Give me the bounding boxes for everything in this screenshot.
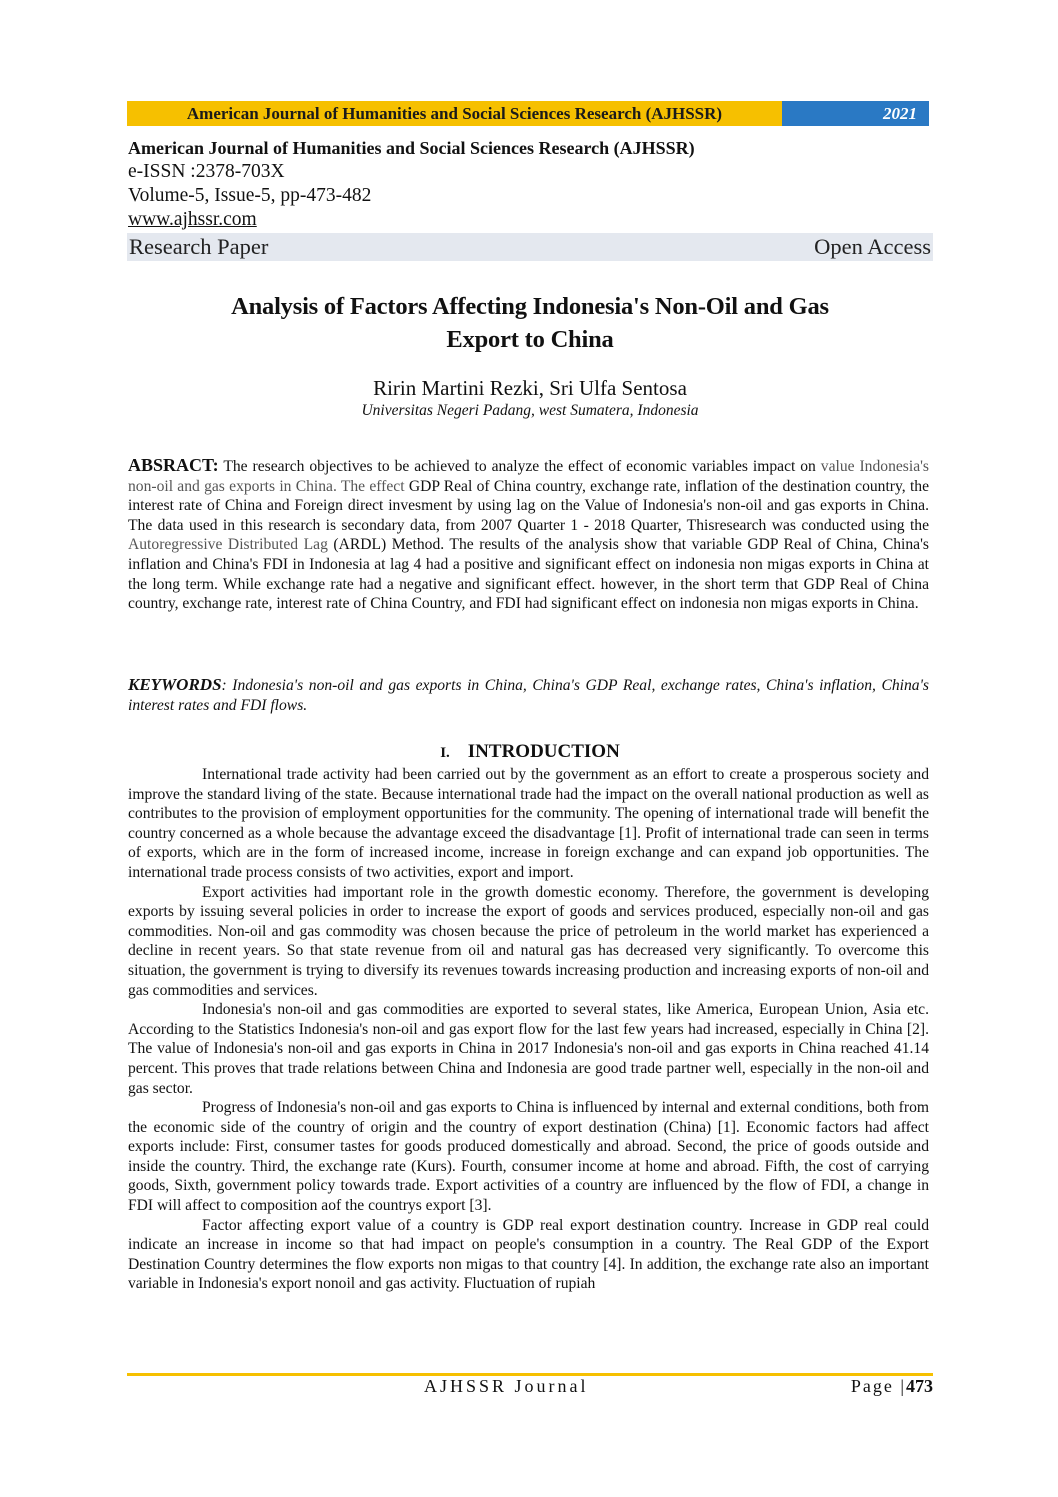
paper-title (127, 290, 933, 356)
abstract-text-3: GDP Real of China country, exchange rate, inflation of the destination country, the interest rate of China and Foreign direct invesment by using lag on the Value of Indonesia's non-oil and gas exports in China. The data used in this research is secondary data, from 2007 Quarter 1 - 2018 Quarter, Thisresearch was conducted using the (128, 477, 930, 534)
journal-header-bar (127, 101, 929, 126)
journal-volume: Volume-5, Issue-5, pp-473-482 (128, 185, 372, 206)
affiliation: Universitas Negeri Padang, west Sumatera, Indonesia (361, 402, 699, 419)
footer-journal: AJHSSR Journal (424, 1375, 589, 1396)
abstract-text-5: (ARDL) Method. The results of the analysis show that variable GDP Real of China, China's inflation and China's FDI in Indonesia at lag 4 had a positive and significant effect on indonesia non migas exports in China at the long term. While exchange rate had a negative and significant effect. however, in the short term that GDP Real of China country, exchange rate, interest rate of China Country, and FDI had significant effect on indonesia non migas exports in China. (128, 536, 929, 613)
keywords (128, 675, 929, 715)
paragraph: Indonesia's non-oil and gas commodities are exported to several states, like America, European Union, Asia etc. According to the Statistics Indonesia's non-oil and gas export flow for the last few years had increased, especially in China [2]. The value of Indonesia's non-oil and gas exports in China in 2017 Indonesia's non-oil and gas exports in China reached 41.14 percent. This proves that trade relations between China and Indonesia are good trade partner well, especially in the non-oil and gas sector. (128, 1001, 929, 1097)
page-footer (127, 1374, 933, 1398)
paragraph: Progress of Indonesia's non-oil and gas exports to China is influenced by internal and external conditions, both from the economic side of the country of origin and the country of export destination (China) [1]. Economic factors had affect exports include: First, consumer tastes for goods produced domestically and abroad. Second, the price of goods outside and inside the country. Third, the exchange rate (Kurs). Fourth, consumer income at home and abroad. Fifth, the cost of carrying goods, Sixth, government policy towards trade. Export activities of a country are influenced by the flow of FDI, a change in FDI will affect to composition aof the countrys export [3]. (128, 1099, 929, 1215)
keywords-text: : Indonesia's non-oil and gas exports in China, China's GDP Real, exchange rates, China's inflation, China's interest rates and FDI flows. (128, 677, 929, 714)
journal-info (128, 136, 695, 232)
header-year: 2021 (782, 101, 929, 126)
abstract-text-2: value Indonesia's non-oil and gas exports in China. The effect (128, 458, 929, 495)
abstract-text-4: Autoregressive Distributed Lag (128, 536, 328, 554)
header-journal-name: American Journal of Humanities and Social Sciences Research (AJHSSR) (127, 101, 782, 126)
page-number: 473 (906, 1375, 933, 1396)
section-heading (127, 741, 933, 763)
keywords-heading: KEYWORDS (128, 675, 222, 694)
footer-page (851, 1376, 933, 1397)
open-access-label: Open Access (814, 234, 931, 259)
paragraph: Factor affecting export value of a country is GDP real export destination country. Increase in GDP real could indicate an increase in income so that had impact on people's consumption in a country. The Real GDP of the Export Destination Country determines the flow exports non migas to that country [4]. In addition, the exchange rate also an important variable in Indonesia's export nonoil and gas activity. Fluctuation of rupiah (128, 1216, 929, 1293)
paper-type-label: Research Paper (129, 234, 269, 259)
abstract-text-1: The research objectives to be achieved to analyze the effect of economic variables impact on (223, 458, 816, 475)
section-title: INTRODUCTION (467, 741, 620, 762)
journal-issn: e-ISSN :2378-703X (128, 161, 285, 182)
journal-website-link[interactable]: www.ajhssr.com (128, 209, 257, 230)
paragraph: International trade activity had been carried out by the government as an effort to create a prosperous society and improve the standard living of the state. Because international trade had the impact on the overall national production as well as contributes to the provision of employment opportunities for the community. The opening of international trade will benefit the country concerned as a whole because the advantage exceed the disadvantage [1]. Profit of international trade can seen in terms of exports, which are in the form of increased income, increase in foreign exchange and can expand job opportunities. The international trade process consists of two activities, export and import. (128, 766, 929, 881)
paragraph: Export activities had important role in the growth domestic economy. Therefore, the government is developing exports by issuing several policies in order to increase the export of goods and services produced, especially non-oil and gas commodities. Non-oil and gas commodity was chosen because the price of petroleum in the world market has experienced a decline in recent years. So that state revenue from oil and natural gas has decreased very significantly. To overcome this situation, the government is trying to diversify its revenues towards increasing production and increasing exports of non-oil and gas commodities and services. (128, 883, 929, 999)
abstract-heading: ABSRACT: (128, 455, 219, 475)
abstract (128, 456, 929, 614)
authors: Ririn Martini Rezki, Sri Ulfa Sentosa (373, 376, 687, 400)
journal-name: American Journal of Humanities and Social Sciences Research (AJHSSR) (128, 138, 695, 158)
paper-type-bar (127, 233, 933, 261)
body-text (128, 765, 929, 1294)
title-line-1: Analysis of Factors Affecting Indonesia's Non-Oil and Gas (231, 293, 829, 320)
page-label: Page | (850, 1375, 906, 1396)
title-line-2: Export to China (446, 326, 614, 353)
section-number: I. (440, 745, 450, 761)
